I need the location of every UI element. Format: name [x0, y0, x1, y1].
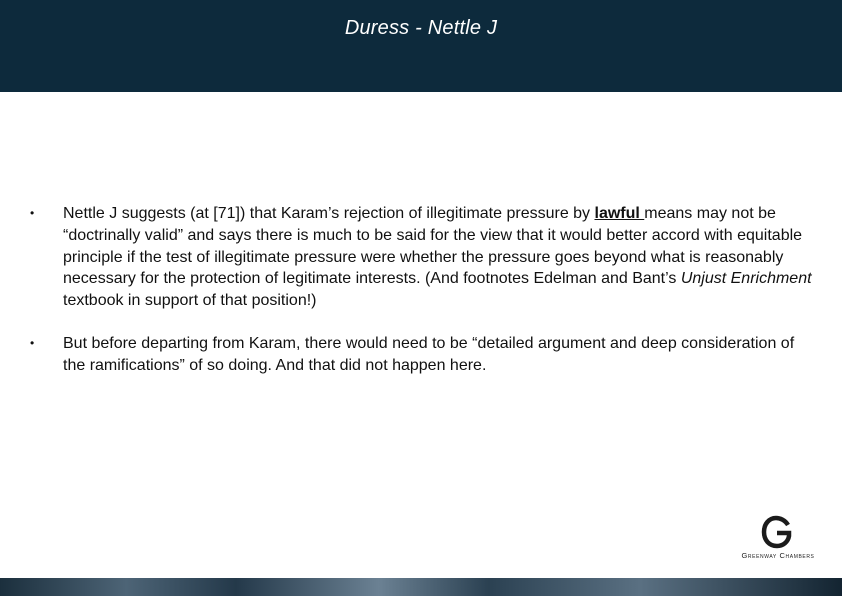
- footer-band: [0, 578, 842, 596]
- title-bar: [0, 0, 842, 92]
- bullet-text-part: Nettle J suggests (at [71]) that Karam’s rejection of illegitimate pressure by: [63, 205, 595, 222]
- bullet-text-part: means may not be “doctrinally valid” and says there is much to be said for the view that it would better accord with equitable principle if the test of illegitimate pressure were whether the pressure goes beyond what is reasonably necessary for the protection of legitimate interests. (And footnotes Edelman and Bant’s: [63, 205, 803, 288]
- g-logo-icon: [761, 515, 793, 549]
- bullet-item: [30, 333, 820, 377]
- bullet-text: But before departing from Karam, there would need to be “detailed argument and deep consideration of the ramifications” of so doing. And that did not happen here.: [63, 334, 795, 374]
- emphasis-lawful: lawful: [594, 205, 645, 222]
- bullet-marker: •: [30, 335, 35, 350]
- chambers-logo: [733, 510, 823, 564]
- logo-text: Greenway Chambers: [741, 551, 815, 560]
- bullet-item: [30, 203, 820, 312]
- slide-title: Duress - Nettle J: [344, 17, 498, 39]
- book-title: Unjust Enrichment: [680, 270, 812, 288]
- bullet-marker: •: [30, 206, 35, 220]
- bullet-text: [63, 203, 820, 312]
- bullet-list: [30, 203, 820, 377]
- bullet-text-part: textbook in support of that position!): [63, 292, 317, 310]
